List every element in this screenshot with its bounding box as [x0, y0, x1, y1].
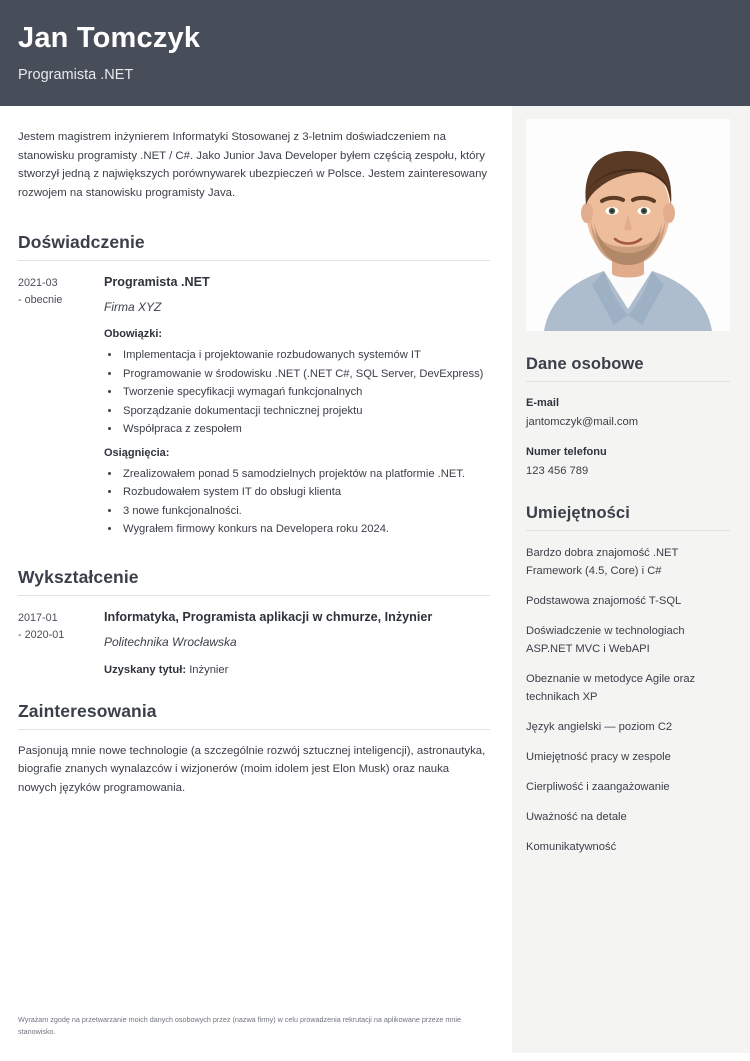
experience-date-from: 2021-03	[18, 277, 58, 290]
experience-entry	[18, 273, 490, 545]
achievements-list	[104, 465, 490, 539]
experience-dates	[18, 273, 104, 309]
field-email	[526, 395, 730, 431]
section-divider	[18, 595, 490, 596]
section-heading-education: Wykształcenie	[18, 566, 139, 587]
duty-item: • Programowanie w środowisku .NET (.NET C#, SQL Server, DevExpress)	[121, 365, 490, 384]
candidate-name: Jan Tomczyk	[18, 22, 201, 54]
education-degree	[104, 661, 490, 679]
education-date-to: - 2020-01	[18, 628, 65, 641]
skill-item: Podstawowa znajomość T-SQL	[526, 595, 682, 607]
duties-list	[104, 346, 490, 439]
education-date-from: 2017-01	[18, 611, 58, 624]
consent-clause: Wyrażam zgodę na przetwarzanie moich danych osobowych przez (nazwa firmy) w celu prowadzenia rekrutacji na aplikowane przeze mnie stanowisko.	[18, 1015, 461, 1036]
field-label-email: E-mail	[526, 397, 560, 409]
sidebar	[512, 106, 750, 1053]
education-field: Informatyka, Programista aplikacji w chmurze, Inżynier	[104, 609, 433, 624]
interests-text: Pasjonują mnie nowe technologie (a szczególnie rozwój sztucznej inteligencji), astronautyka, biografie znanych wynalazców i wizjonerów (moim idolem jest Elon Musk) oraz nauka nowych języków programowania.	[18, 744, 486, 795]
section-education	[18, 567, 490, 679]
skill-item: Doświadczenie w technologiach ASP.NET MVC i WebAPI	[526, 625, 685, 655]
section-interests	[18, 701, 490, 798]
duty-item: • Tworzenie specyfikacji wymagań funkcjonalnych	[121, 383, 490, 402]
duty-item: • Współpraca z zespołem	[121, 420, 490, 439]
skill-item: Język angielski — poziom C2	[526, 721, 673, 733]
education-details	[104, 608, 490, 679]
achievements-label: Osiągnięcia:	[104, 446, 170, 459]
education-degree-value: Inżynier	[189, 663, 229, 676]
section-heading-personal-data: Dane osobowe	[526, 355, 644, 373]
profile-photo	[526, 119, 730, 331]
skill-item: Bardzo dobra znajomość .NET Framework (4.5, Core) i C#	[526, 547, 679, 577]
skill-item: Cierpliwość i zaangażowanie	[526, 781, 670, 793]
field-label-phone: Numer telefonu	[526, 446, 607, 458]
duties-label: Obowiązki:	[104, 328, 163, 341]
section-divider	[526, 530, 730, 531]
section-divider	[18, 729, 490, 730]
main-column	[0, 106, 512, 820]
field-phone	[526, 444, 730, 480]
experience-details	[104, 273, 490, 545]
section-experience	[18, 232, 490, 545]
education-dates	[18, 608, 104, 644]
section-divider	[526, 381, 730, 382]
field-value-phone[interactable]: 123 456 789	[526, 465, 589, 477]
section-heading-experience: Doświadczenie	[18, 232, 145, 253]
skill-item: Uważność na detale	[526, 811, 627, 823]
candidate-job-title: Programista .NET	[18, 67, 134, 83]
section-heading-interests: Zainteresowania	[18, 700, 157, 721]
achievement-item: • Rozbudowałem system IT do obsługi klienta	[121, 483, 490, 502]
achievement-item: • 3 nowe funkcjonalności.	[121, 502, 490, 521]
section-skills	[526, 504, 730, 856]
experience-role: Programista .NET	[104, 275, 210, 290]
cv-header	[0, 0, 750, 106]
education-entry	[18, 608, 490, 679]
duty-item: • Implementacja i projektowanie rozbudowanych systemów IT	[121, 346, 490, 365]
achievement-item: • Zrealizowałem ponad 5 samodzielnych projektów na platformie .NET.	[121, 465, 490, 484]
experience-company: Firma XYZ	[104, 300, 162, 315]
portrait-illustration	[526, 119, 730, 331]
experience-date-to: - obecnie	[18, 294, 63, 307]
field-value-email[interactable]: jantomczyk@mail.com	[526, 416, 639, 428]
skill-item: Obeznanie w metodyce Agile oraz technikach XP	[526, 673, 696, 703]
skill-item: Komunikatywność	[526, 841, 617, 853]
education-school: Politechnika Wrocławska	[104, 634, 237, 649]
achievement-item: • Wygrałem firmowy konkurs na Developera roku 2024.	[121, 520, 490, 539]
education-degree-label: Uzyskany tytuł:	[104, 663, 187, 676]
skills-list	[526, 544, 730, 856]
section-heading-skills: Umiejętności	[526, 504, 630, 522]
profile-summary: Jestem magistrem inżynierem Informatyki Stosowanej z 3-letnim doświadczeniem na stanowisku programisty .NET / C#. Jako Junior Java Developer byłem częścią zespołu, który stworzył jedną z największych porównywarek ubezpieczeń w Polsce. Jestem zainteresowany rozwojem na stanowisku programisty Java.	[18, 131, 488, 199]
skill-item: Umiejętność pracy w zespole	[526, 751, 671, 763]
section-personal-data	[526, 355, 730, 480]
duty-item: • Sporządzanie dokumentacji technicznej projektu	[121, 402, 490, 421]
section-divider	[18, 260, 490, 261]
